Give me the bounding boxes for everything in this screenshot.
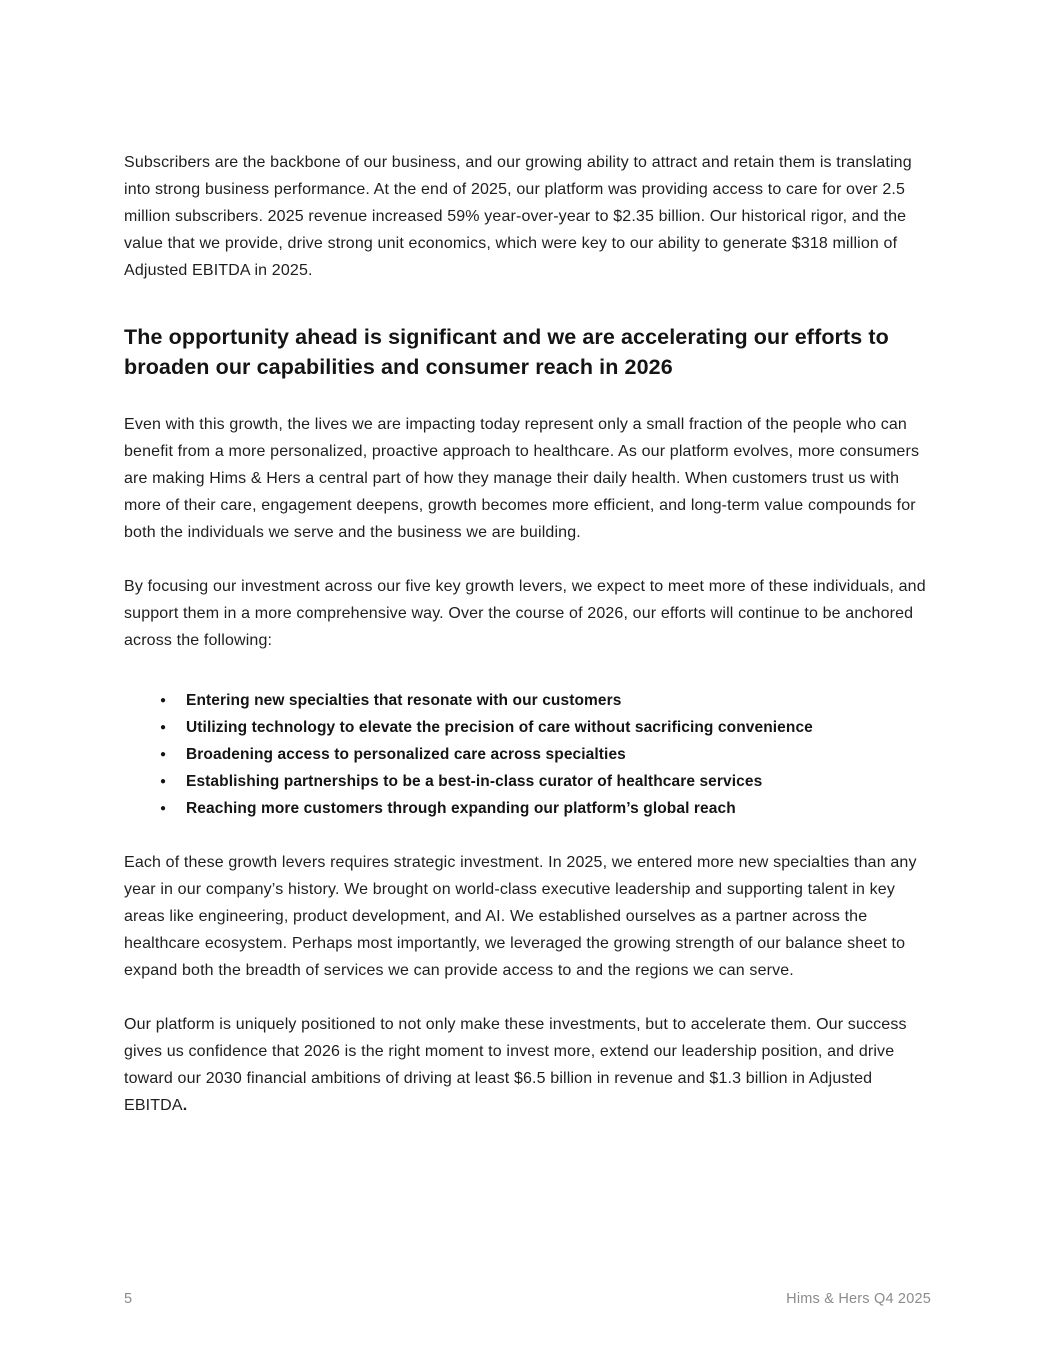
bullet-icon: ● bbox=[160, 695, 167, 706]
list-item bbox=[160, 714, 931, 741]
growth-levers-list bbox=[124, 687, 931, 822]
list-item-label: Broadening access to personalized care across specialties bbox=[186, 746, 626, 763]
list-item-label: Utilizing technology to elevate the precision of care without sacrificing convenience bbox=[186, 719, 813, 736]
closing-paragraph-bold-period: . bbox=[182, 1097, 188, 1114]
bullet-icon: ● bbox=[160, 749, 167, 760]
levers-paragraph: By focusing our investment across our five key growth levers, we expect to meet more of these individuals, and support them in a more comprehensive way. Over the course of 2026, our efforts will continue to be anchored across the following: bbox=[124, 578, 926, 649]
list-item bbox=[160, 795, 931, 822]
page-number: 5 bbox=[124, 1291, 133, 1307]
closing-paragraph bbox=[124, 1011, 931, 1119]
closing-paragraph-text: Our platform is uniquely positioned to not only make these investments, but to accelerate them. Our success gives us confidence that 2026 is the right moment to invest more, extend our leadership position, and drive toward our 2030 financial ambitions of driving at least $6.5 billion in revenue and $1.3 billion in Adjusted EBITDA bbox=[124, 1016, 907, 1114]
section-heading: The opportunity ahead is significant and we are accelerating our efforts to broaden our capabilities and consumer reach in 2026 bbox=[124, 325, 889, 379]
growth-paragraph: Even with this growth, the lives we are impacting today represent only a small fraction of the people who can benefit from a more personalized, proactive approach to healthcare. As our platform evolves, more consumers are making Hims & Hers a central part of how they manage their daily health. When customers trust us with more of their care, engagement deepens, growth becomes more efficient, and long-term value compounds for both the individuals we serve and the business we are building. bbox=[124, 416, 920, 541]
list-item-label: Reaching more customers through expanding our platform’s global reach bbox=[186, 800, 736, 817]
list-item-label: Entering new specialties that resonate with our customers bbox=[186, 692, 622, 709]
bullet-icon: ● bbox=[160, 722, 167, 733]
investment-paragraph: Each of these growth levers requires strategic investment. In 2025, we entered more new specialties than any year in our company’s history. We brought on world-class executive leadership and supporting talent in key areas like engineering, product development, and AI. We established ourselves as a partner across the healthcare ecosystem. Perhaps most importantly, we leveraged the growing strength of our balance sheet to expand both the breadth of services we can provide access to and the regions we can serve. bbox=[124, 854, 917, 979]
footer-doc-label: Hims & Hers Q4 2025 bbox=[786, 1291, 931, 1307]
list-item-label: Establishing partnerships to be a best-in-class curator of healthcare services bbox=[186, 773, 763, 790]
page-footer bbox=[124, 1291, 931, 1307]
bullet-icon: ● bbox=[160, 776, 167, 787]
list-item bbox=[160, 768, 931, 795]
intro-paragraph: Subscribers are the backbone of our business, and our growing ability to attract and retain them is translating into strong business performance. At the end of 2025, our platform was providing access to care for over 2.5 million subscribers. 2025 revenue increased 59% year-over-year to $2.35 billion. Our historical rigor, and the value that we provide, drive strong unit economics, which were key to our ability to generate $318 million of Adjusted EBITDA in 2025. bbox=[124, 154, 912, 279]
list-item bbox=[160, 741, 931, 768]
bullet-icon: ● bbox=[160, 803, 167, 814]
list-item bbox=[160, 687, 931, 714]
